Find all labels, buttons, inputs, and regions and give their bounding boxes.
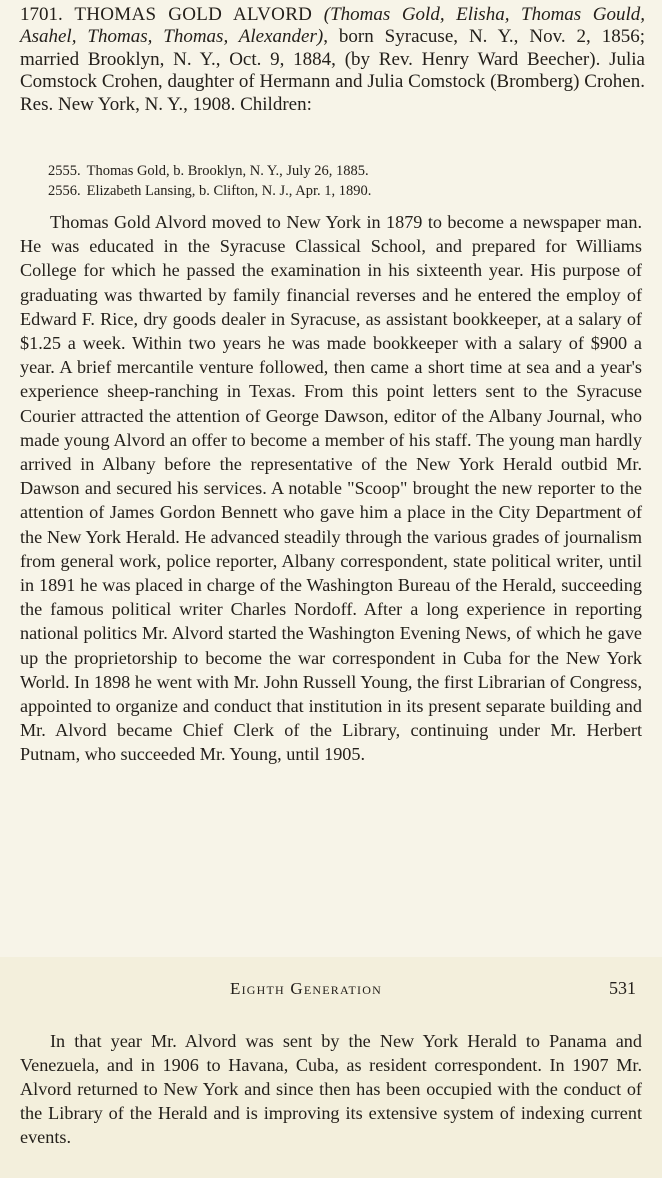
running-head-title: Eighth Generation <box>230 979 382 998</box>
child-details: Thomas Gold, b. Brooklyn, N. Y., July 26, 1885. <box>86 163 369 179</box>
genealogy-entry-heading <box>20 4 645 116</box>
child-entry <box>48 181 638 201</box>
page-number: 531 <box>609 978 636 998</box>
biography-paragraph: Thomas Gold Alvord moved to New York in 1879 to become a newspaper man. He was educated in the Syracuse Classical School, and prepared for Williams College for which he passed the examination in his sixteenth year. His purpose of graduating was thwarted by family financial reverses and he entered the employ of Edward F. Rice, dry goods dealer in Syracuse, as assistant bookkeeper, at a salary of $1.25 a week. Within two years he was made bookkeeper with a salary of $900 a year. A brief mercantile venture followed, then came a short time at sea and a year's experience sheep-ranching in Texas. From this point letters sent to the Syracuse Courier attracted the attention of George Dawson, editor of the Albany Journal, who made young Alvord an offer to become a member of his staff. The young man hardly arrived in Albany before the representative of the New York Herald outbid Mr. Dawson and secured his services. A notable "Scoop" brought the new reporter to the attention of James Gordon Bennett who gave him a place in the City Department of the New York Herald. He advanced steadily through the various grades of journalism from general work, police reporter, Albany correspondent, state political writer, until in 1891 he was placed in charge of the Washington Bureau of the Herald, succeeding the famous political writer Charles Nordoff. After a long experience in reporting national politics Mr. Alvord started the Washington Evening News, of which he gave up the proprietorship to become the war correspondent in Cuba for the New York World. In 1898 he went with Mr. John Russell Young, the first Librarian of Congress, appointed to organize and conduct that institution in its present separate building and Mr. Alvord became Chief Clerk of the Library, continuing under Mr. Herbert Putnam, who succeeded Mr. Young, until 1905. <box>20 212 642 765</box>
entry-details: , born Syracuse, N. Y., Nov. 2, 1856; married Brooklyn, N. Y., Oct. 9, 1884, (by Rev. Henry Ward Beecher). Julia Comstock Crohen, daughter of Hermann and Julia Comstock (Bromberg) Crohen. Res. New York, N. Y., 1908. Children: <box>20 26 646 115</box>
child-number: 2555. <box>48 163 81 179</box>
entry-name: THOMAS GOLD ALVORD <box>74 4 313 25</box>
child-number: 2556. <box>48 183 81 199</box>
child-entry <box>48 161 638 181</box>
child-details: Elizabeth Lansing, b. Clifton, N. J., Apr. 1, 1890. <box>86 183 372 199</box>
running-head <box>20 979 642 1005</box>
children-list <box>48 161 638 201</box>
entry-lineage: (Thomas Gold, Elisha, Thomas Gould, Asahel, Thomas, Thomas, Alexander) <box>20 4 645 48</box>
continuation-paragraph: In that year Mr. Alvord was sent by the New York Herald to Panama and Venezuela, and in 1906 to Havana, Cuba, as resident correspondent. In 1907 Mr. Alvord returned to New York and since then has been occupied with the conduct of the Library of the Herald and is improving its extensive system of indexing current events. <box>20 1031 642 1147</box>
entry-number: 1701. <box>20 4 63 25</box>
